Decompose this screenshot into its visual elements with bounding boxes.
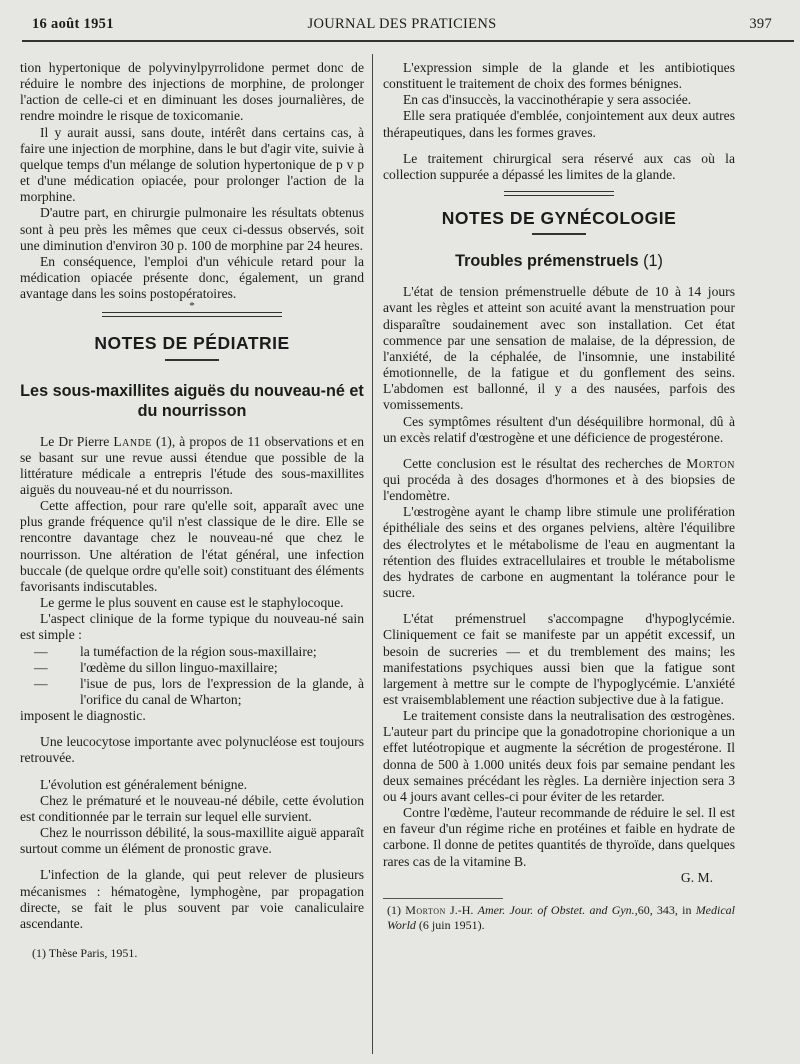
paragraph: Chez le prématuré et le nouveau-né débile, cette évolution est conditionnée par le terrain sur lequel elle survient. xyxy=(20,792,364,824)
paragraph: L'aspect clinique de la forme typique du nouveau-né sain est simple : xyxy=(20,611,364,643)
dash-bullet: — xyxy=(34,643,48,659)
header-rule xyxy=(22,40,794,42)
paragraph: Le traitement consiste dans la neutralisation des œstrogènes. L'auteur part du principe que la gonadotropine chorionique a un effet lutéotropique et augmente la sécrétion de progestérone. Il donna de 500 à 1.000 unités deux fois par semaine pendant les deux semaines précédant les règles. La dernière injection sera 3 ou 4 jours avant celles-ci pour éviter de les retarder. xyxy=(383,708,735,804)
paragraph: tion hypertonique de polyvinylpyrrolidone permet donc de réduire le nombre des injections de morphine, de prolonger l'action de celle-ci et en diminuant les doses journalières, de rendre moindre le risque de toxicomanie. xyxy=(20,60,364,124)
author-name: Morton xyxy=(686,455,735,471)
journal-name: JOURNAL DES PRATICIENS xyxy=(307,16,497,32)
paragraph: D'autre part, en chirurgie pulmonaire les résultats obtenus sont à peu près les mêmes que ceux ci-dessus observés, soit une diminution d'environ 30 p. 100 de morphine par 24 heures. xyxy=(20,205,364,253)
paragraph: imposent le diagnostic. xyxy=(20,708,146,724)
list-item: — l'œdème du sillon linguo-maxillaire; xyxy=(34,659,278,675)
paragraph: Ces symptômes résultent d'un déséquilibre hormonal, dû à un excès relatif d'œstrogène et une déficience de progestérone. xyxy=(383,413,735,445)
list-item: — la tuméfaction de la région sous-maxillaire; xyxy=(34,643,317,659)
paragraph: L'état de tension prémenstruelle débute de 10 à 14 jours avant les règles et atteint son acuité avant la menstruation pour disparaître soudainement avec son installation. Cet état commence par une sensation de malaise, de la dépression, de l'anxiété, de la céphalée, de l'insomnie, une instabilité émotionnelle, de la fatigue et du gonflement des seins. L'abdomen est ballonné, il y a des nausées, parfois des vomissements. xyxy=(383,284,735,413)
running-header xyxy=(32,16,772,38)
paragraph: Le germe le plus souvent en cause est le staphylocoque. xyxy=(40,595,344,611)
source-citation: Medical World xyxy=(387,902,736,932)
section-title: NOTES DE GYNÉCOLOGIE xyxy=(441,208,677,229)
footnote: (1) Morton J.-H. Amer. Jour. of Obstet. and Gyn.,60, 343, in Medical World (6 juin 1951). xyxy=(387,902,736,932)
paragraph: Elle sera pratiquée d'emblée, conjointement aux deux autres thérapeutiques, dans les formes graves. xyxy=(383,108,735,140)
paragraph: L'état prémenstruel s'accompagne d'hypoglycémie. Cliniquement ce fait se manifeste par un appétit excessif, un besoin de sucreries — et du tremblement des mains; les manifestations psychiques aussi bien que la fatigue sont largement à mettre sur le compte de l'hypoglycémie. L'anxiété est vraisemblablement une réaction subjective due à la fatigue. xyxy=(383,611,735,707)
paragraph: Chez le nourrisson débilité, la sous-maxillite aiguë apparaît surtout comme un élément de pronostic grave. xyxy=(20,825,364,857)
dash-bullet: — xyxy=(34,659,48,675)
page-number: 397 xyxy=(749,16,772,32)
footnote: (1) Thèse Paris, 1951. xyxy=(32,946,138,961)
separator-star: * xyxy=(189,300,195,313)
paragraph: En cas d'insuccès, la vaccinothérapie y sera associée. xyxy=(403,92,692,108)
dash-bullet: — xyxy=(34,675,48,691)
right-column xyxy=(383,60,735,933)
paragraph: Une leucocytose importante avec polynucléose est toujours retrouvée. xyxy=(20,734,364,766)
section-title: NOTES DE PÉDIATRIE xyxy=(94,333,290,354)
paragraph: L'infection de la glande, qui peut relever de plusieurs mécanismes : hématogène, lymphogène, par propagation directe, se fait le plus souvent par voie canaliculaire ascendante. xyxy=(20,867,364,931)
article-title: Les sous-maxillites aiguës du nouveau-né et du nourrisson xyxy=(20,381,364,420)
issue-date: 16 août 1951 xyxy=(32,16,114,32)
list-item: — l'isue de pus, lors de l'expression de la glande, à l'orifice du canal de Wharton; xyxy=(34,675,364,707)
paragraph: En conséquence, l'emploi d'un véhicule retard pour la médication opiacée présente donc, également, un grand avantage dans les soins postopératoires. xyxy=(20,253,364,302)
paragraph: L'évolution est généralement bénigne. xyxy=(40,776,248,792)
paragraph: Le traitement chirurgical sera réservé aux cas où la collection suppurée a dépassé les limites de la glande. xyxy=(383,150,735,182)
paragraph: Cette affection, pour rare qu'elle soit, apparaît avec une plus grande fréquence qu'il n'est classique de le dire. Elle se rencontre davantage chez le nouveau-né que chez le nourrisson. Une altération de l'état général, une infection buccale (de quelque ordre qu'elle soit) constituant des éléments favorisants indiscutables. xyxy=(20,498,364,594)
author-name: Morton xyxy=(405,902,446,917)
paragraph: L'œstrogène ayant le champ libre stimule une prolifération épithéliale des seins et des organes pelviens, altère l'équilibre des électrolytes et le métabolisme de l'eau en augmentant la rétention des fluides extracellulaires et trouble le métabolisme des hydrates de carbone en augmentant la tolérance pour le sucre. xyxy=(383,504,735,601)
paragraph: Contre l'œdème, l'auteur recommande de réduire le sel. Il est en faveur d'un régime riche en protéines et faible en hydrate de carbone. Il donne de petites quantités de thyroïde, dans quelques rares cas de la vitamine B. xyxy=(383,805,735,869)
journal-citation: Amer. Jour. of Obstet. and Gyn. xyxy=(477,902,635,917)
author-signature: G. M. xyxy=(680,869,713,885)
article-title: Troubles prémenstruels (1) xyxy=(455,252,663,271)
paragraph: L'expression simple de la glande et les antibiotiques constituent le traitement de choix des formes bénignes. xyxy=(383,60,735,92)
paragraph: Le Dr Pierre Lande (1), à propos de 11 observations et en se basant sur une revue aussi étendue que possible de la littérature médicale a entrepris l'étude des sous-maxillites aiguës du nouveau-né et du nourrisson. xyxy=(20,433,364,497)
paragraph: Cette conclusion est le résultat des recherches de Morton qui procéda à des dosages d'hormones et à des biopsies de l'endomètre. xyxy=(383,455,735,504)
left-column xyxy=(20,60,364,961)
paragraph: Il y aurait aussi, sans doute, intérêt dans certains cas, à faire une injection de morphine, dans le but d'agir vite, suivie à quelque temps d'un mélange de solution hypertonique de p v p et d'une médication opiacée, pour prolonger l'action de la morphine. xyxy=(20,124,364,205)
footnote-marker: (1) xyxy=(643,252,663,271)
column-divider xyxy=(372,54,373,1054)
author-name: Lande xyxy=(113,433,152,449)
